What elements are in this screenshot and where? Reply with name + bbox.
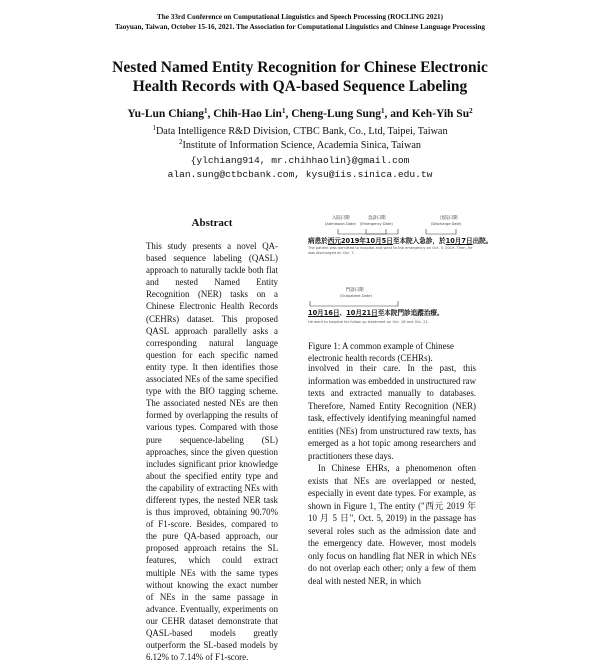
label-admission-zh: 入院日期	[332, 216, 350, 221]
conference-header	[0, 12, 600, 32]
body-paragraph-2: In Chinese EHRs, a phenomenon often exists that NEs are overlapped or nested, especially in event date types. For example, as shown in Figure 1, The entity ("西元 2019 年 10 月 5 日", Oct. 5, 2019) in the passage has several roles such as the admission date and the emergency date. However, most models only focus on handling flat NER in which NEs do not overlap each other; only a few of them deal with nested NER, in which	[308, 463, 476, 586]
conference-line-1: The 33rd Conference on Computational Linguistics and Speech Processing (ROCLING 2021)	[156, 13, 444, 21]
figure-brackets	[308, 212, 476, 322]
title-line-1: Nested Named Entity Recognition for Chinese Electronic	[112, 59, 488, 76]
bracket-outpatient	[310, 301, 398, 306]
affil-mark: 1	[152, 124, 156, 132]
bracket-emergency	[366, 229, 398, 234]
bracket-admission	[338, 229, 386, 234]
affil-text: Data Intelligence R&D Division, CTBC Bank, Co., Ltd, Taipei, Taiwan	[155, 126, 448, 137]
figure-sentence-2	[308, 307, 444, 317]
author-affil-mark: 2	[469, 107, 473, 115]
label-discharge-en: (Discharge Date)	[431, 222, 462, 226]
label-discharge-zh: 出院日期	[440, 216, 458, 221]
sentence-1-suffix: 出院。	[472, 237, 493, 245]
date-oct-7: 10月7日	[445, 237, 473, 245]
bracket-discharge	[426, 229, 456, 234]
author-affil-mark: 1	[381, 107, 385, 115]
affil-text: Institute of Information Science, Academia Sinica, Taiwan	[182, 140, 421, 151]
author-separator: ,	[285, 108, 292, 120]
affiliation-1	[0, 125, 600, 139]
abstract-heading: Abstract	[191, 217, 233, 229]
author-name: Cheng-Lung Sung	[291, 108, 382, 120]
label-outpatient-zh: 門診日期	[346, 288, 364, 293]
affiliation-2	[0, 139, 600, 153]
figure-note-1: The patient was admitted to hospital and went to the emergency on Oct. 5, 2019. Then, he was discharged on Oct. 7.	[308, 246, 473, 255]
author-affil-mark: 1	[281, 107, 286, 115]
sentence-2-sep: 、	[339, 309, 347, 317]
author-list	[0, 108, 600, 120]
author-separator: ,	[207, 108, 214, 120]
figure-caption: Figure 1: A common example of Chinese electronic health records (CEHRs).	[308, 341, 454, 363]
title-line-2: Health Records with QA-based Sequence Labeling	[132, 78, 468, 95]
figure-note-2: He went to hospital for follow up treatment on Oct. 16 and Oct. 21.	[308, 320, 429, 324]
conference-line-2: Taoyuan, Taiwan, October 15-16, 2021. The Association for Computational Linguistics and Chinese Language Processing	[114, 23, 485, 31]
author-name: Chih-Hao Lin	[213, 108, 282, 120]
author-affil-mark: 1	[204, 107, 208, 115]
sentence-2-suffix: 至本院門診追蹤治療。	[377, 309, 444, 317]
abstract-body: This study presents a novel QA-based sequence labeling (QASL) approach to naturally tackle both flat and nested Named Entity Recognition (NER) tasks on a Chinese Electronic Health Records (CEHRs) dataset. This proposed QASL approach parallelly asks a corresponding natural language question for each specific named entity type. It then identifies those associated NEs of the same specified type with the BIO tagging scheme. The associated nested NEs are then formed by overlapping the results of various types. Compared with those pure sequence-labeling (SL) approaches, since the given question includes significant prior knowledge about the specified entity type and the capability of extracting NEs with different types, the nested NER task is thus improved, obtaining 90.70% of F1-score. Besides, compared to the pure QA-based approach, our proposed approach retains the SL features, which could extract multiple NEs with the same types without knowing the exact number of NEs in the same passage in advance. Eventually, experiments on our CEHR dataset demonstrate that QASL-based models greatly outperform the SL-based models by 6.12% to 7.14% of F1-score.	[146, 241, 278, 663]
body-column-2	[308, 362, 476, 600]
label-outpatient-en: (Outpatient Date)	[340, 294, 372, 298]
date-oct-16: 10月16日	[308, 309, 340, 317]
body-paragraph-1: involved in their care. In the past, this information was embedded in unstructured raw texts and extracted manually to databases. Therefore, Named Entity Recognition (NER) task, effectively identifying meaningful named entities (NEs) from unstructured raw texts, has emerged as a hot topic among researchers and practitioners these days.	[308, 363, 476, 461]
author-name: Yu-Lun Chiang	[127, 108, 204, 120]
date-oct-21: 10月21日	[346, 309, 378, 317]
sentence-1-prefix: 病患於	[308, 237, 328, 245]
label-admission-en: (Admission Date)	[325, 222, 356, 226]
label-emergency-en: (Emergency Date)	[360, 222, 393, 226]
author-name: Keh-Yih Su	[411, 108, 470, 120]
email-line-2[interactable]: alan.sung@ctbcbank.com, kysu@iis.sinica.edu.tw	[167, 169, 433, 180]
sentence-1-mid: 至本院入急診，於	[392, 237, 446, 245]
affil-mark: 2	[179, 138, 183, 146]
author-separator: , and	[384, 108, 412, 120]
email-line-1[interactable]: {ylchiang914, mr.chihhaolin}@gmail.com	[190, 155, 410, 166]
figure-sentence-1	[308, 235, 492, 245]
paper-title	[0, 58, 600, 96]
date-oct-5-2019: 西元2019年10月5日	[327, 237, 393, 245]
label-emergency-zh: 急診日期	[368, 216, 386, 221]
